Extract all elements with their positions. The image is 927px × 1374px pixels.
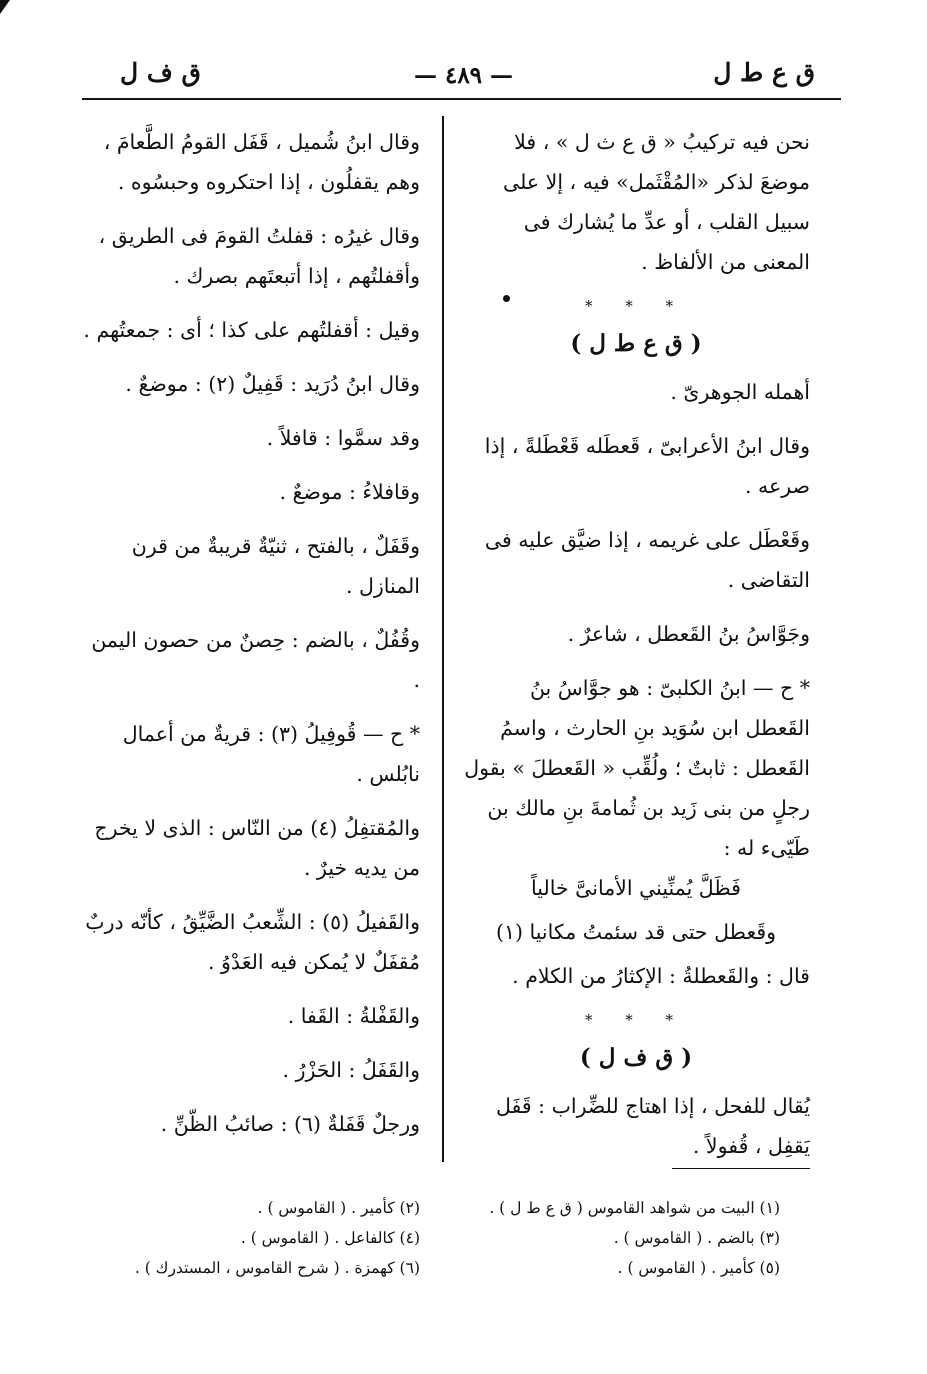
footnote: (٦) كهمزة . ( شرح القاموس ، المستدرك ) . <box>134 1259 420 1277</box>
running-head-left: ق ف ل <box>120 58 201 87</box>
left-column <box>80 122 420 1158</box>
paragraph: وقَفَلٌ ، بالفتح ، ثنيّةٌ قريبةٌ من قرن المنازل . <box>131 534 420 598</box>
footnote-rule <box>672 1168 810 1169</box>
paragraph: وقَعْطَل على غريمه ، إذا ضيَّق عليه فى التقاضى . <box>484 528 810 592</box>
footnote: (٣) بالضم . ( القاموس ) . <box>613 1229 780 1247</box>
paragraph: وقال ابنُ شُميل ، قَفَل القومُ الطَّعامَ ، وهم يقفلُون ، إذا احتكروه وحبسُوه . <box>103 130 420 194</box>
paragraph: * ح — قُوفِيلُ (٣) : قريةٌ من أعمال نابُلس . <box>122 722 420 786</box>
page-number: — ٤٨٩ — <box>413 62 514 89</box>
paragraph: والقَفيلُ (٥) : الشِّعبُ الضَّيِّقُ ، كأنّه دربٌ مُقفَلٌ لا يُمكن فيه العَدْوُ . <box>85 910 420 974</box>
section-separator: * * * <box>584 297 688 315</box>
footnotes-left <box>90 1193 420 1283</box>
corner-mark <box>0 0 10 14</box>
paragraph: والمُقتفِلُ (٤) من النّاس : الذى لا يخرج من يديه خيرٌ . <box>94 816 420 880</box>
paragraph: قال : والقَعطلةُ : الإكثارُ من الكلام . <box>512 964 810 988</box>
paragraph: والقَفْلةُ : القَفا . <box>287 1004 420 1028</box>
paragraph: وقال ابنُ الأعرابىّ ، قَعطَله قَعْطَلةً ، إذا صرعه . <box>484 434 810 498</box>
header-rule <box>82 98 841 100</box>
paragraph: نحن فيه تركيبُ « ق ع ث ل » ، فلا موضعَ لذكر «المُقْثَمل» فيه ، إلا على سبيل القلب ، أو عدِّ ما يُشارك فى المعنى من الألفاظ . <box>503 130 810 274</box>
entry-heading: ( ق ع ط ل ) <box>570 330 702 357</box>
footnote: (٤) كالفاعل . ( القاموس ) . <box>240 1229 420 1247</box>
paragraph: وقال غيرُه : قفلتُ القومَ فى الطريق ، وأقفلتُهم ، إذا أتبعتَهم بصرك . <box>98 224 420 288</box>
footnote: (١) البيت من شواهد القاموس ( ق ع ط ل ) . <box>489 1199 780 1217</box>
paragraph: والقَفَلُ : الحَزْرُ . <box>282 1058 420 1082</box>
running-head-right: ق ع ط ل <box>713 58 815 87</box>
paragraph: وقد سمَّوا : قافلاً . <box>266 426 420 450</box>
paragraph: وقُفُلٌ ، بالضم : حِصنٌ من حصون اليمن . <box>91 628 420 692</box>
right-column <box>462 122 810 1180</box>
column-divider <box>442 116 444 1162</box>
paragraph: * ح — ابنُ الكلبىّ : هو جوَّاسُ بنُ القَعطل ابن سُوَيد بنِ الحارث ، واسمُ القَعطل : ثابتٌ ؛ ولُقِّب « القَعطلَ » بقول رجلٍ من بنى زَيد بن ثُمامةَ بنِ مالك بن طَيّىء له : <box>464 676 810 860</box>
entry-heading: ( ق ف ل ) <box>579 1044 693 1071</box>
footnote: (٥) كأمير . ( القاموس ) . <box>617 1259 780 1277</box>
paragraph: وقافلاءُ : موضعٌ . <box>279 480 420 504</box>
paragraph: وجَوَّاسُ بنُ القَعطل ، شاعرٌ . <box>567 622 810 646</box>
verse-line: فَظَلَّ يُمنِّيني الأمانىَّ خالياً <box>531 876 741 900</box>
paragraph: ورجلٌ قَفَلةٌ (٦) : صائبُ الظّنِّ . <box>160 1112 420 1136</box>
paragraph: وقال ابنُ دُرَيد : قَفِيلٌ (٢) : موضعٌ . <box>125 372 420 396</box>
paragraph: وقيل : أقفلتُهم على كذا ؛ أى : جمعتُهم . <box>83 318 420 342</box>
footnotes-right <box>470 1193 780 1283</box>
verse-line: وقَعطل حتى قد سئمتُ مكانيا (١) <box>495 920 777 944</box>
paragraph: أهمله الجوهرىّ . <box>670 380 810 404</box>
section-separator: * * * <box>584 1011 688 1029</box>
paragraph: يُقال للفحل ، إذا اهتاج للضِّراب : قَفَل يَقفِل ، قُفولاً . <box>495 1094 810 1158</box>
footnote: (٢) كأمير . ( القاموس ) . <box>257 1199 420 1217</box>
